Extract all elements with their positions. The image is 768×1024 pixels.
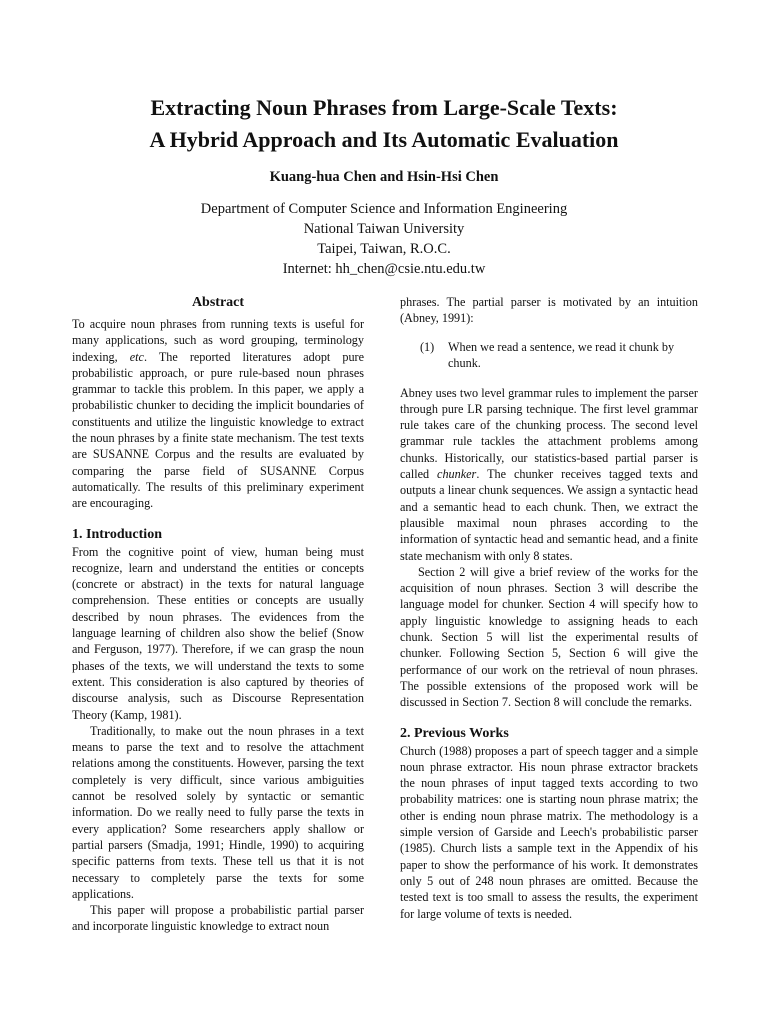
previous-works-paragraph-1: Church (1988) proposes a part of speech tagger and a simple noun phrase extractor. His noun phrase extractor brackets the noun phrases of input tagged texts according to two probability matrices: one is starting noun phrase matrix; the other is ending noun phrase matrix. The methodology is a simple version of Garside and Leech's probabilistic parser (1985). Church lists a sample text in the Appendix of his paper to show the performance of his work. It demonstrates only 5 out of 248 noun phrases are omitted. Because the tested text is too small to assess the results, the experiment for large volume of texts is needed. [400, 743, 698, 921]
intro-paragraph-4 [400, 385, 698, 564]
title-line-1: Extracting Noun Phrases from Large-Scale Texts: [150, 95, 618, 120]
abstract-text-2: . The reported literatures adopt pure probabilistic approach, or pure rule-based noun phrases grammar to tackle this problem. In this paper, we apply a probabilistic chunker to deciding the implicit boundaries of constituents and utilize the linguistic knowledge to extract the noun phrases by a finite state mechanism. The test texts are SUSANNE Corpus and the results are evaluated by comparing the parse field of SUSANNE Corpus automatically. The results of this preliminary experiment are encouraging. [72, 349, 364, 511]
affiliation [0, 199, 768, 279]
example-1 [420, 339, 698, 371]
affiliation-university: National Taiwan University [303, 221, 465, 237]
affiliation-department: Department of Computer Science and Information Engineering [200, 201, 568, 217]
intro-paragraph-1: From the cognitive point of view, human being must recognize, learn and understand the entities or concepts (concrete or abstract) in the texts for natural language comprehension. These entities or concepts are usually described by noun phrases. The evidences from the language learning of children also show the belief (Snow and Ferguson, 1977). Therefore, if we can grasp the noun phases of the texts, we will understand the texts to some extent. This consideration is also captured by theories of discourse analysis, such as Discourse Representation Theory (Kamp, 1981). [72, 544, 364, 722]
previous-works-heading: 2. Previous Works [400, 725, 509, 741]
authors: Kuang-hua Chen and Hsin-Hsi Chen [269, 169, 499, 185]
right-column [400, 294, 698, 922]
abstract-text-1: To acquire noun phrases from running texts is useful for many applications, such as word grouping, terminology indexing, [72, 317, 364, 364]
intro-paragraph-3-continued: phrases. The partial parser is motivated by an intuition (Abney, 1991): [400, 295, 698, 326]
affiliation-email: Internet: hh_chen@csie.ntu.edu.tw [282, 261, 486, 277]
intro-paragraph-3: This paper will propose a probabilistic partial parser and incorporate linguistic knowledge to extract noun [72, 903, 364, 934]
intro-p4-text-2: . The chunker receives tagged texts and outputs a linear chunk sequences. We assign a syntactic head and a semantic head to each chunk. Then, we extract the plausible maximal noun phrases according to the information of syntactic head and semantic head, and a finite state mechanism with only 8 states. [400, 467, 698, 563]
left-column [72, 294, 364, 935]
affiliation-location: Taipei, Taiwan, R.O.C. [317, 241, 451, 257]
title-line-2: A Hybrid Approach and Its Automatic Evaluation [149, 127, 619, 152]
abstract-body [72, 316, 364, 512]
chunker-term: chunker [437, 467, 477, 482]
intro-paragraph-2: Traditionally, to make out the noun phrases in a text means to parse the text and to resolve the attachment relations among the constituents. However, parsing the text completely is very difficult, since various ambiguities cannot be resolved solely by syntactic or semantic information. Do we really need to fully parse the texts in every application? Some researchers apply shallow or partial parsers (Smadja, 1991; Hindle, 1990) to acquiring specific patterns from texts. These tell us that it is not necessary to completely parse the texts for some applications. [72, 723, 364, 901]
abstract-heading: Abstract [191, 295, 245, 310]
example-text: When we read a sentence, we read it chunk by chunk. [448, 339, 675, 370]
intro-p4-text-1: Abney uses two level grammar rules to implement the parser through pure LR parsing technique. The first level grammar rule takes care of the chunking process. The second level grammar rule tackles the attachment problems among chunks. Historically, our statistics-based partial parser is called [400, 385, 698, 482]
example-number: (1) [420, 339, 435, 354]
intro-heading: 1. Introduction [72, 526, 162, 542]
intro-paragraph-5: Section 2 will give a brief review of the works for the acquisition of noun phrases. Section 3 will describe the language model for chunker. Section 4 will specify how to apply linguistic knowledge to assigning heads to each chunk. Section 5 will list the experimental results of chunker. Following Section 5, Section 6 will give the performance of our work on the retrieval of noun phrases. The possible extensions of the proposed work will be discussed in Section 7. Section 8 will conclude the remarks. [400, 564, 698, 710]
abstract-etc: etc [129, 349, 144, 364]
paper-title [0, 92, 768, 156]
